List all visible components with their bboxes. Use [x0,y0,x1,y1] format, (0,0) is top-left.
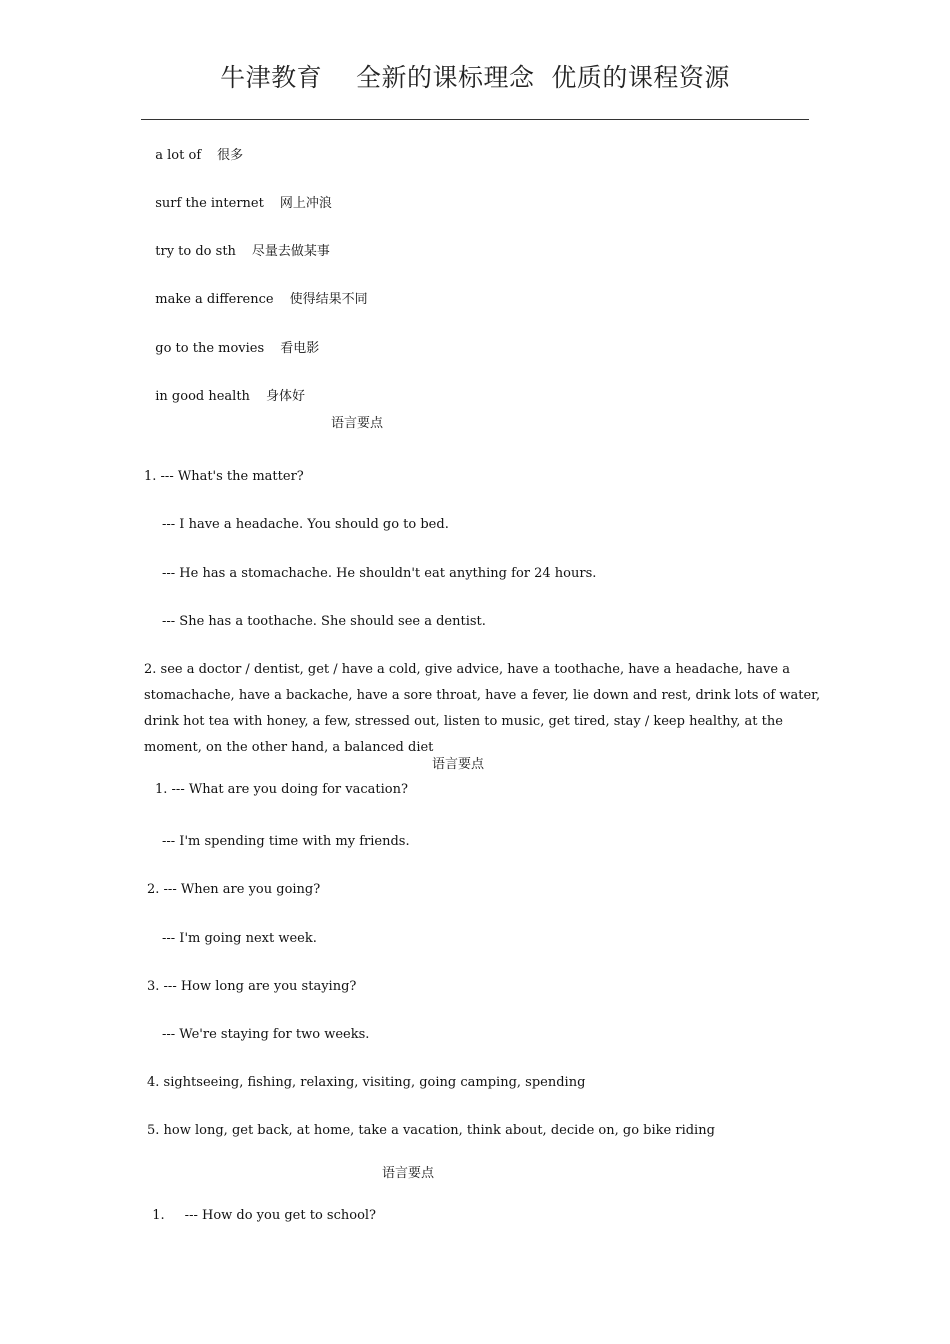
dialogue-answer: --- He has a stomachache. He shouldn't eat anything for 24 hours. [162,566,597,581]
phrase-chinese: 使得结果不同 [289,292,368,307]
question-number: 1. [152,1208,165,1223]
phrase-item [147,325,319,357]
list-item: 5. how long, get back, at home, take a vacation, think about, decide on, go bike riding [147,1123,715,1138]
phrase-item [147,373,305,405]
phrase-chinese: 身体好 [265,389,305,404]
dialogue-question: 3. --- How long are you staying? [147,979,357,994]
phrase-english: try to do sth [155,244,236,259]
phrase-english: in good health [155,389,250,404]
dialogue-answer: --- I'm spending time with my friends. [162,834,410,849]
phrase-item [147,132,243,164]
section-title: 语言要点 [331,416,384,431]
header-divider [141,119,809,120]
phrase-english: a lot of [155,148,202,163]
dialogue-question: 1. --- What's the matter? [144,469,304,484]
phrase-english: make a difference [155,292,274,307]
phrase-chinese: 很多 [217,148,244,163]
phrase-paragraph: 2. see a doctor / dentist, get / have a cold, give advice, have a toothache, have a headache, have a stomachache, have a backache, have a sore throat, have a fever, lie down and rest, drink lots of water, drink hot tea with honey, a few, stressed out, listen to music, get tired, stay / keep healthy, at the moment, on the other hand, a balanced diet [144,662,821,755]
phrase-chinese: 尽量去做某事 [251,244,330,259]
phrase-chinese: 网上冲浪 [279,196,332,211]
list-item: 4. sightseeing, fishing, relaxing, visiting, going camping, spending [147,1075,586,1090]
section-title: 语言要点 [382,1166,435,1181]
page-header-title: 牛津教育 全新的课标理念 优质的课程资源 [220,63,730,92]
phrase-chinese: 看电影 [280,341,320,356]
phrase-english: go to the movies [155,341,265,356]
dialogue-answer: --- I have a headache. You should go to bed. [162,517,449,532]
dialogue-answer: --- I'm going next week. [162,931,317,946]
dialogue-question: 1. --- What are you doing for vacation? [155,782,408,797]
dialogue-question [144,1192,376,1224]
dialogue-question: 2. --- When are you going? [147,882,321,897]
phrase-item [147,180,332,212]
phrase-english: surf the internet [155,196,264,211]
phrase-item [147,276,368,308]
phrase-item [147,228,330,260]
section-title: 语言要点 [432,757,485,772]
dialogue-answer: --- She has a toothache. She should see a dentist. [162,614,486,629]
question-text: --- How do you get to school? [184,1208,377,1223]
dialogue-answer: --- We're staying for two weeks. [162,1027,370,1042]
